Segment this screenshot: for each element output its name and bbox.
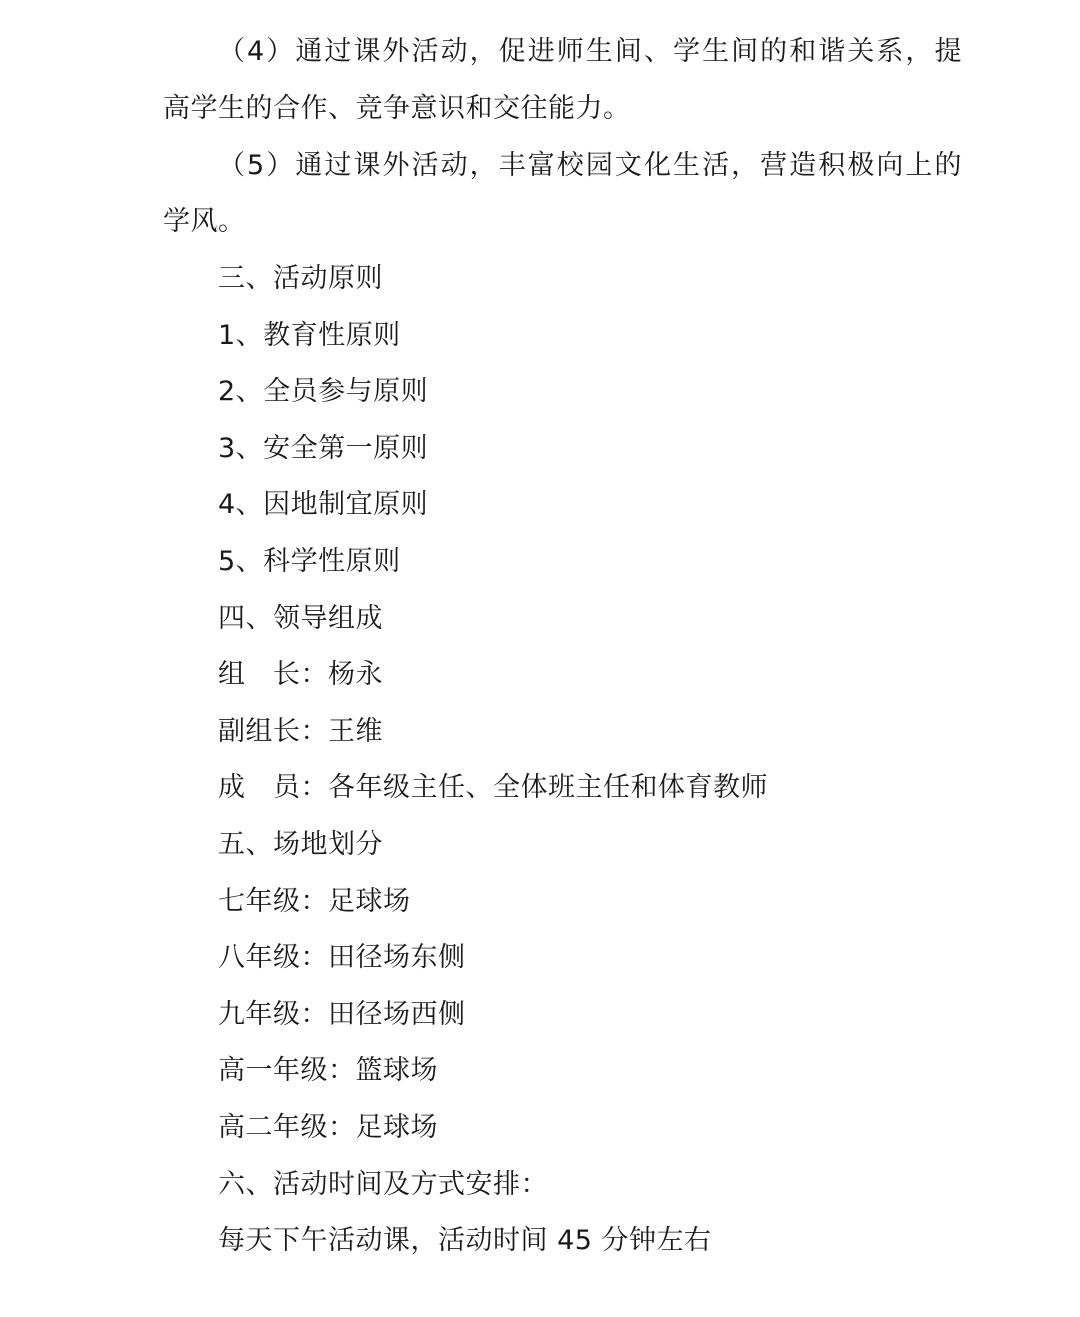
paragraph-5-text-2: 学风。 bbox=[163, 206, 246, 237]
principle-item-3: 3、安全第一原则 bbox=[218, 433, 429, 464]
venue-grade-9: 九年级：田径场西侧 bbox=[218, 999, 466, 1030]
paragraph-5-line-1 bbox=[218, 146, 962, 186]
heading-activity-principles: 三、活动原则 bbox=[218, 263, 383, 294]
paragraph-4-text-2: 高学生的合作、竞争意识和交往能力。 bbox=[163, 93, 631, 124]
paragraph-4-line-2 bbox=[163, 89, 631, 129]
heading-leadership: 四、领导组成 bbox=[218, 603, 383, 634]
leader-line: 组 长：杨永 bbox=[218, 659, 383, 690]
deputy-leader-line: 副组长：王维 bbox=[218, 716, 383, 747]
paragraph-5-text-1: （5）通过课外活动，丰富校园文化生活，营造积极向上的 bbox=[218, 150, 962, 181]
paragraph-4-text-1: （4）通过课外活动，促进师生间、学生间的和谐关系，提 bbox=[218, 36, 962, 67]
principle-item-1: 1、教育性原则 bbox=[218, 320, 401, 351]
principle-item-4: 4、因地制宜原则 bbox=[218, 489, 429, 520]
venue-grade-8: 八年级：田径场东侧 bbox=[218, 942, 466, 973]
venue-senior-1: 高一年级：篮球场 bbox=[218, 1055, 438, 1086]
paragraph-5-line-2 bbox=[163, 202, 246, 242]
schedule-line: 每天下午活动课，活动时间 45 分钟左右 bbox=[218, 1225, 712, 1256]
principle-item-2: 2、全员参与原则 bbox=[218, 376, 429, 407]
members-line: 成 员：各年级主任、全体班主任和体育教师 bbox=[218, 772, 768, 803]
principle-item-5: 5、科学性原则 bbox=[218, 546, 401, 577]
paragraph-4-line-1 bbox=[218, 32, 962, 72]
heading-venue-allocation: 五、场地划分 bbox=[218, 829, 383, 860]
venue-grade-7: 七年级：足球场 bbox=[218, 886, 411, 917]
venue-senior-2: 高二年级：足球场 bbox=[218, 1112, 438, 1143]
heading-schedule: 六、活动时间及方式安排： bbox=[218, 1169, 548, 1200]
